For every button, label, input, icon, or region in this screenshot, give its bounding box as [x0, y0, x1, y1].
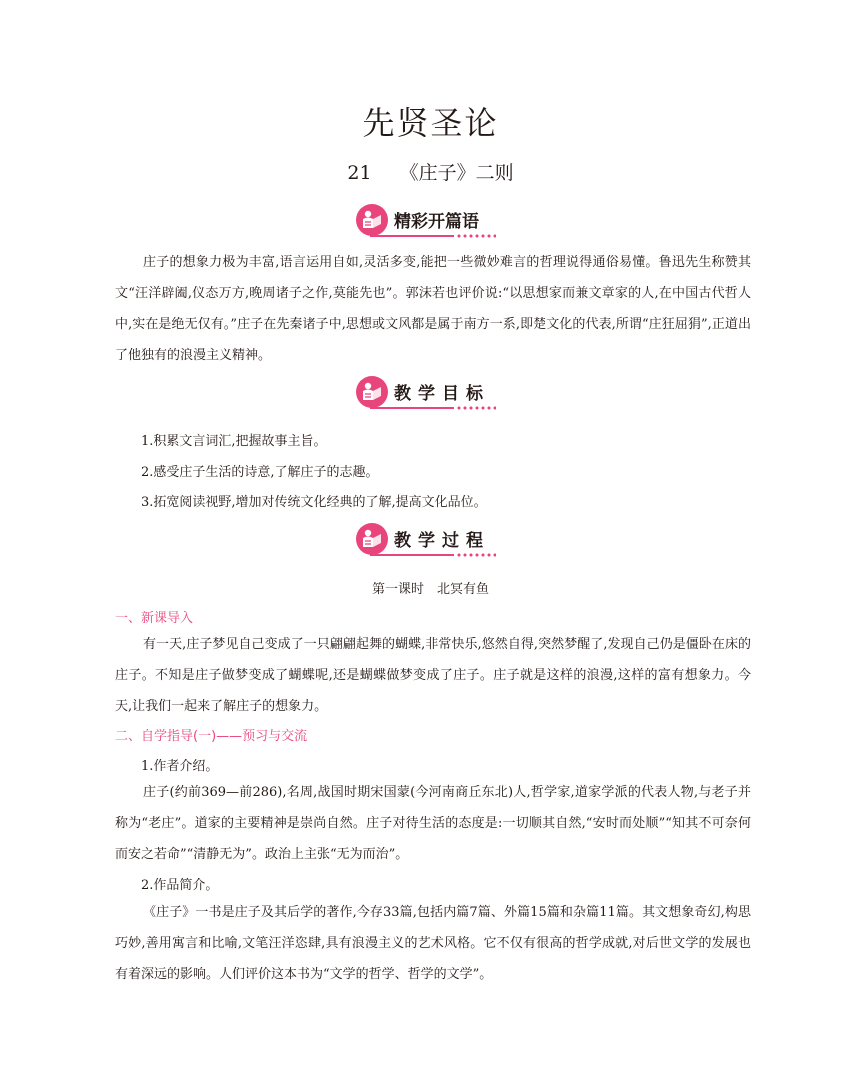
banner-dots: [456, 406, 496, 410]
intro-paragraph: 有一天,庄子梦见自己变成了一只翩翩起舞的蝴蝶,非常快乐,悠然自得,突然梦醒了,发现自己仍是僵卧在床的庄子。不知是庄子做梦变成了蝴蝶呢,还是蝴蝶做梦变成了庄子。庄子就是这样的浪漫,这样的富有想象力。今天,让我们一起来了解庄子的想象力。: [115, 637, 751, 714]
lesson-title: 《庄子》二则: [399, 162, 514, 184]
banner-underline: [370, 235, 454, 237]
page-title: 先贤圣论: [362, 104, 499, 142]
section-heading: 二、自学指导(一)——预习与交流: [115, 729, 308, 744]
objective-item: 3.拓宽阅读视野,增加对传统文化经典的了解,提高文化品位。: [141, 495, 487, 510]
book-reading-icon: [356, 376, 388, 408]
objective-item: 1.积累文言词汇,把握故事主旨。: [141, 434, 327, 449]
item-label: 1.作者介绍。: [141, 759, 219, 774]
objective-item: 2.感受庄子生活的诗意,了解庄子的志趣。: [141, 465, 379, 480]
lesson-heading: [0, 158, 861, 185]
banner-dots: [456, 553, 496, 557]
banner-underline: [370, 407, 454, 409]
lesson-number: 21: [347, 162, 372, 184]
objectives-banner: [356, 376, 496, 412]
work-paragraph: 《庄子》一书是庄子及其后学的著作,今存33篇,包括内篇7篇、外篇15篇和杂篇11篇。其文想象奇幻,构思巧妙,善用寓言和比喻,文笔汪洋恣肆,具有浪漫主义的艺术风格。它不仅有很高的哲学成就,对后世文学的发展也有着深远的影响。人们评价这本书为“文学的哲学、哲学的文学”。: [115, 905, 751, 982]
banner-label: 教学过程: [394, 531, 490, 551]
period-title: 第一课时 北冥有鱼: [371, 582, 489, 597]
book-reading-icon: [356, 523, 388, 555]
opening-paragraph: 庄子的想象力极为丰富,语言运用自如,灵活多变,能把一些微妙难言的哲理说得通俗易懂。鲁迅先生称赞其文“汪洋辟阖,仪态万方,晚周诸子之作,莫能先也”。郭沫若也评价说:“以思想家而兼文章家的人,在中国古代哲人中,实在是绝无仅有。”庄子在先秦诸子中,思想或文风都是属于南方一系,即楚文化的代表,所谓“庄狂屈狷”,正道出了他独有的浪漫主义精神。: [115, 255, 751, 363]
book-reading-icon: [356, 204, 388, 236]
banner-label: 教学目标: [394, 384, 490, 404]
opening-banner: [356, 204, 496, 240]
section-heading: 一、新课导入: [115, 611, 194, 626]
author-paragraph: 庄子(约前369—前286),名周,战国时期宋国蒙(今河南商丘东北)人,哲学家,道家学派的代表人物,与老子并称为“老庄”。道家的主要精神是崇尚自然。庄子对待生活的态度是:一切顺其自然,“安时而处顺”“知其不可奈何而安之若命”“清静无为”。政治上主张“无为而治”。: [115, 785, 751, 862]
banner-underline: [370, 554, 454, 556]
process-banner: [356, 523, 496, 559]
banner-label: 精彩开篇语: [394, 212, 479, 232]
item-label: 2.作品简介。: [141, 878, 219, 893]
banner-dots: [456, 234, 496, 238]
